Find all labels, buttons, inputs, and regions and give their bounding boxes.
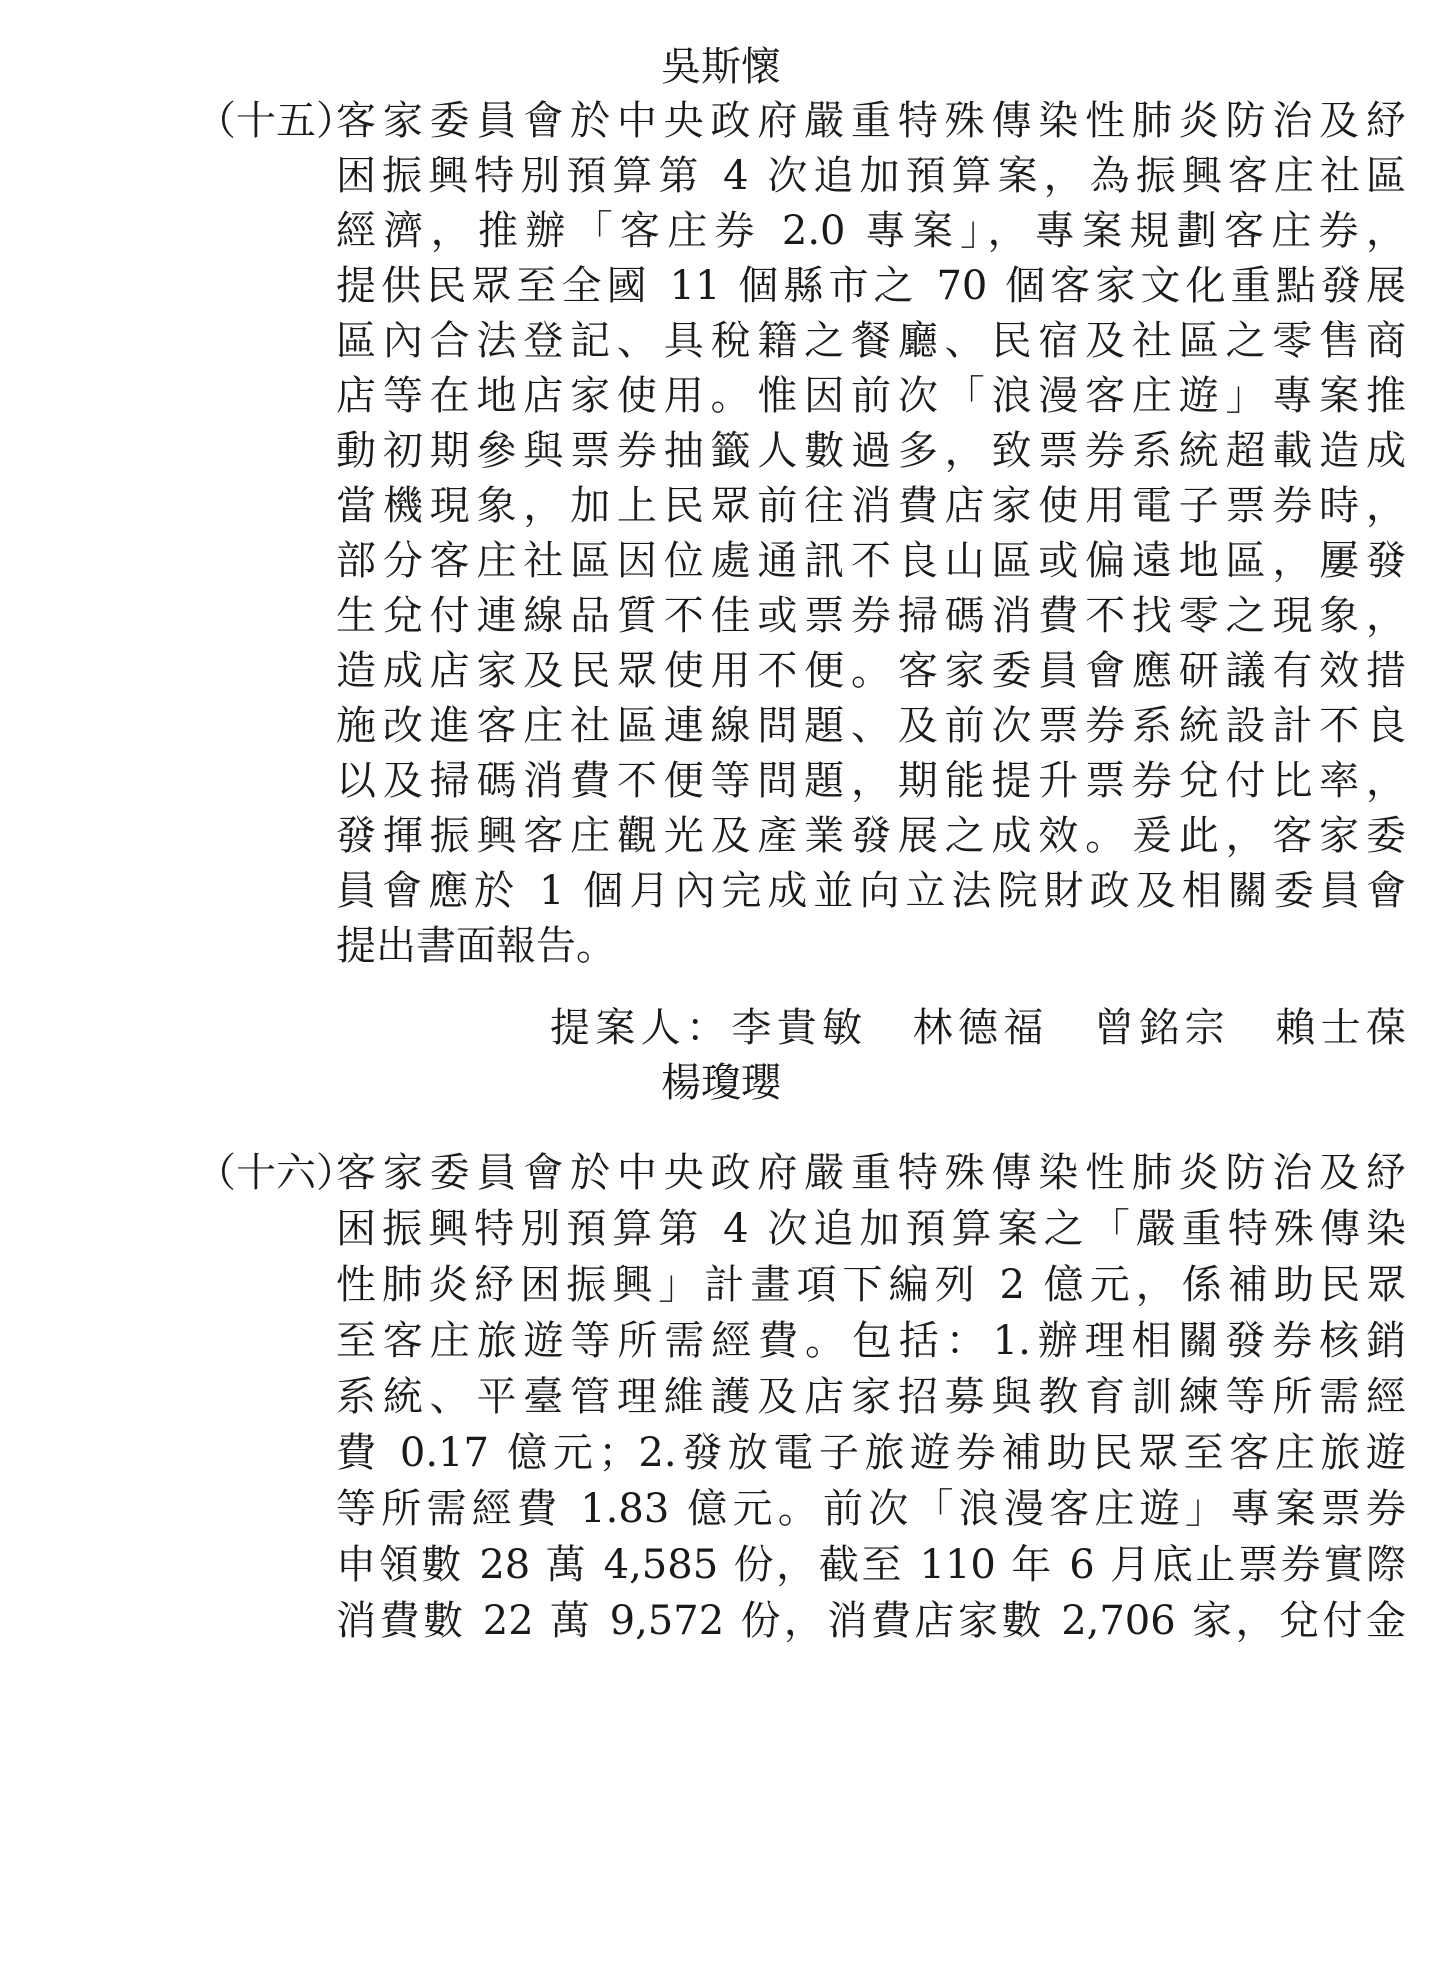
paragraph-line: 客家委員會於中央政府嚴重特殊傳染性肺炎防治及紓 bbox=[336, 98, 1406, 144]
paragraph-line: 當機現象，加上民眾前往消費店家使用電子票券時， bbox=[336, 483, 1406, 529]
paragraph-line: 區內合法登記、具稅籍之餐廳、民宿及社區之零售商 bbox=[336, 318, 1406, 364]
paragraph-line: 至客庄旅遊等所需經費。包括：1.辦理相關發券核銷 bbox=[336, 1318, 1406, 1364]
paragraph-line: 發揮振興客庄觀光及產業發展之成效。爰此，客家委 bbox=[336, 813, 1406, 859]
paragraph-line: 性肺炎紓困振興」計畫項下編列 2 億元，係補助民眾 bbox=[336, 1262, 1406, 1308]
paragraph-line: 部分客庄社區因位處通訊不良山區或偏遠地區，屢發 bbox=[336, 538, 1406, 584]
paragraph-line: 動初期參與票券抽籤人數過多，致票券系統超載造成 bbox=[336, 428, 1406, 474]
paragraph-line: 等所需經費 1.83 億元。前次「浪漫客庄遊」專案票券 bbox=[336, 1486, 1406, 1532]
proposers-line: 提案人：李貴敏 林德福 曾銘宗 賴士葆 bbox=[550, 1005, 1406, 1051]
paragraph-line: 員會應於 1 個月內完成並向立法院財政及相關委員會 bbox=[336, 868, 1406, 914]
paragraph-line: 申領數 28 萬 4,585 份，截至 110 年 6 月底止票券實際 bbox=[336, 1542, 1406, 1588]
paragraph-line: 經濟，推辦「客庄券 2.0 專案」，專案規劃客庄券， bbox=[336, 208, 1406, 254]
paragraph-line: 提供民眾至全國 11 個縣市之 70 個客家文化重點發展 bbox=[336, 263, 1406, 309]
proposers-line-continued: 楊瓊瓔 bbox=[661, 1060, 781, 1106]
paragraph-line: 店等在地店家使用。惟因前次「浪漫客庄遊」專案推 bbox=[336, 373, 1406, 419]
paragraph-line: 困振興特別預算第 4 次追加預算案，為振興客庄社區 bbox=[336, 153, 1406, 199]
paragraph-line: 提出書面報告。 bbox=[336, 923, 616, 969]
paragraph-line: 施改進客庄社區連線問題、及前次票券系統設計不良 bbox=[336, 703, 1406, 749]
proposer-name-continued: 吳斯懷 bbox=[661, 44, 781, 90]
paragraph-line: 以及掃碼消費不便等問題，期能提升票券兌付比率， bbox=[336, 758, 1406, 804]
paragraph-line: 系統、平臺管理維護及店家招募與教育訓練等所需經 bbox=[336, 1374, 1406, 1420]
paragraph-line: 造成店家及民眾使用不便。客家委員會應研議有效措 bbox=[336, 648, 1406, 694]
paragraph-line: 消費數 22 萬 9,572 份，消費店家數 2,706 家，兌付金 bbox=[336, 1598, 1406, 1644]
section-number: （十六） bbox=[196, 1150, 356, 1196]
paragraph-line: 困振興特別預算第 4 次追加預算案之「嚴重特殊傳染 bbox=[336, 1206, 1406, 1252]
paragraph-line: 生兌付連線品質不佳或票券掃碼消費不找零之現象， bbox=[336, 593, 1406, 639]
paragraph-line: 客家委員會於中央政府嚴重特殊傳染性肺炎防治及紓 bbox=[336, 1150, 1406, 1196]
paragraph-line: 費 0.17 億元；2.發放電子旅遊券補助民眾至客庄旅遊 bbox=[336, 1430, 1406, 1476]
section-number: （十五） bbox=[196, 98, 356, 144]
